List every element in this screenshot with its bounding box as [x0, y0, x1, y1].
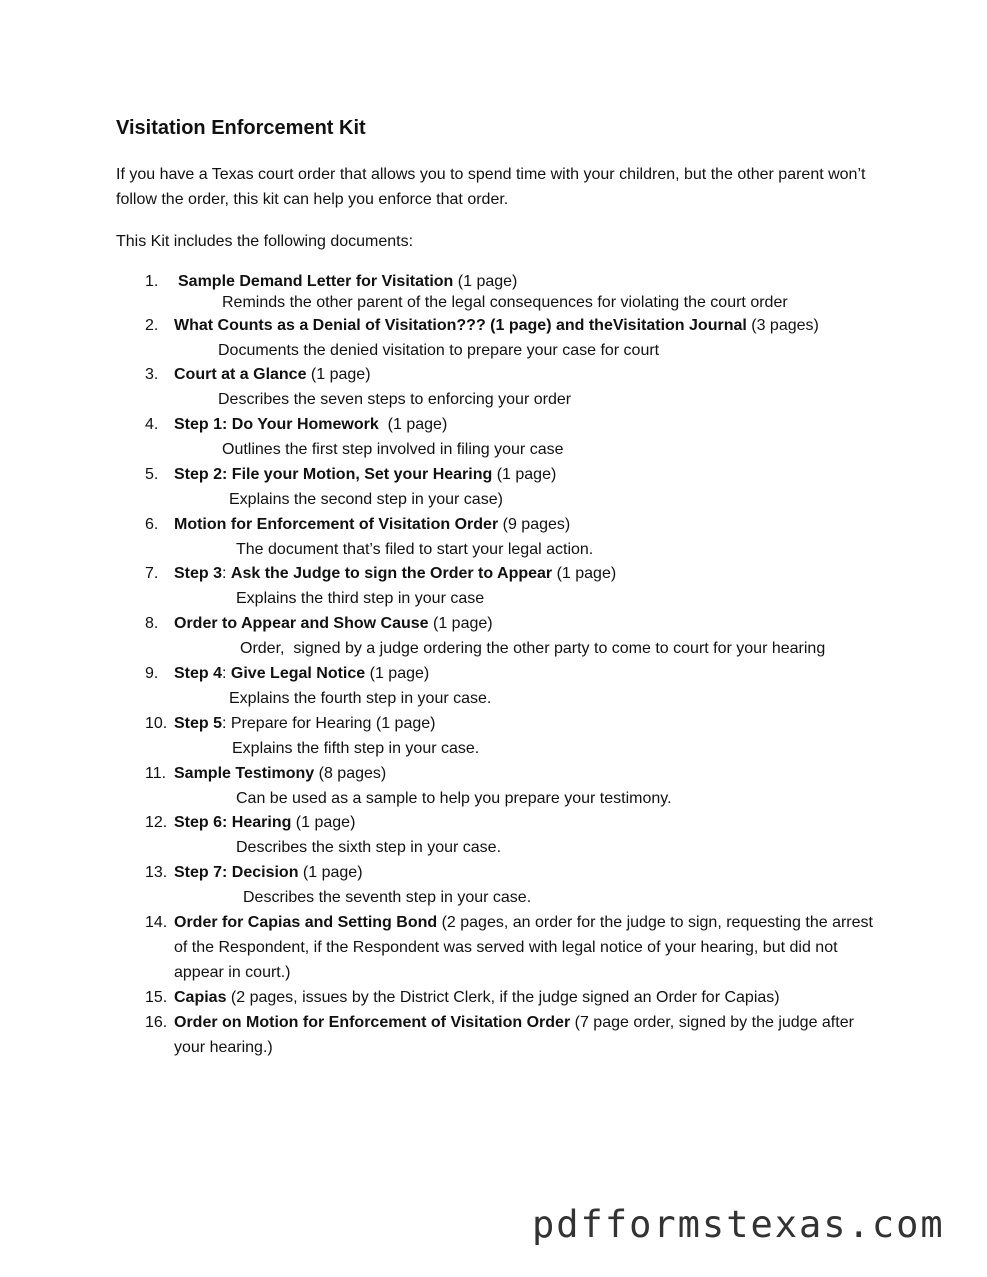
- list-item: [116, 412, 886, 462]
- item-title: Capias: [174, 989, 227, 1006]
- item-title: Ask the Judge to sign the Order to Appear: [230, 565, 553, 582]
- item-description: Order, signed by a judge ordering the other party to come to court for your hearing: [240, 640, 826, 657]
- item-number: 2.: [145, 317, 159, 334]
- item-title: Give Legal Notice: [230, 665, 366, 682]
- item-title: Step 2: File your Motion, Set your Hearing: [174, 466, 493, 483]
- item-title: Motion for Enforcement of Visitation Order: [174, 516, 499, 533]
- document-title: Visitation Enforcement Kit: [116, 117, 366, 139]
- item-pages: (9 pages): [498, 516, 571, 533]
- item-title: Order to Appear and Show Cause: [174, 615, 429, 632]
- item-number: 1.: [145, 273, 159, 290]
- item-step-label: Step 4: [174, 665, 223, 682]
- item-title: Court at a Glance: [174, 366, 307, 383]
- item-details: (2 pages, an order for the judge to sign, requesting the arrest of the Respondent, if the Respondent was served with legal notice of your hearing, but did not appear in court.): [174, 914, 873, 981]
- item-description: Documents the denied visitation to prepare your case for court: [218, 342, 660, 359]
- item-title: Step 6: Hearing: [174, 814, 292, 831]
- item-title: Sample Demand Letter for Visitation: [178, 273, 454, 290]
- list-item: [116, 1010, 886, 1060]
- item-pages: (1 page): [365, 665, 430, 682]
- item-description: Explains the second step in your case): [229, 491, 503, 508]
- list-item: 9. Step 4: Give Legal Notice (1 page) Explains the fourth step in your case.: [116, 661, 886, 711]
- list-item: [116, 362, 886, 412]
- item-details: (7 page order, signed by the judge after your hearing.): [174, 1014, 854, 1056]
- item-step-label: Step 3: [174, 565, 223, 582]
- item-pages: (3 pages): [746, 317, 819, 334]
- list-item: [116, 910, 886, 985]
- item-pages: (1 page): [306, 366, 371, 383]
- item-number: 15.: [145, 989, 168, 1006]
- intro-paragraph: If you have a Texas court order that allows you to spend time with your children, but the other parent won’t follow the order, this kit can help you enforce that order.: [116, 166, 866, 208]
- list-item: [116, 860, 886, 910]
- item-number: 16.: [145, 1014, 168, 1031]
- item-pages: (1 page): [298, 864, 363, 881]
- list-item: [116, 985, 886, 1010]
- item-number: 7.: [145, 565, 159, 582]
- item-pages: (1 page): [492, 466, 557, 483]
- item-number: 5.: [145, 466, 159, 483]
- list-item: [116, 810, 886, 860]
- item-description: Can be used as a sample to help you prepare your testimony.: [236, 790, 672, 807]
- item-pages: (1 page): [552, 565, 617, 582]
- item-number: 10.: [145, 715, 168, 732]
- item-pages: (1 page): [378, 416, 448, 433]
- item-description: Describes the seven steps to enforcing your order: [218, 391, 572, 408]
- item-description: Reminds the other parent of the legal consequences for violating the court order: [222, 294, 788, 311]
- includes-heading: This Kit includes the following documents:: [116, 233, 414, 250]
- site-watermark: pdfformstexas.com: [532, 1203, 945, 1246]
- item-number: 6.: [145, 516, 159, 533]
- item-step-label: Step 5: [174, 715, 223, 732]
- item-number: 11.: [145, 765, 167, 782]
- item-pages: (1 page): [453, 273, 518, 290]
- item-number: 3.: [145, 366, 159, 383]
- list-item: [116, 512, 886, 562]
- item-number: 14.: [145, 914, 168, 931]
- item-title: Sample Testimony: [174, 765, 315, 782]
- item-title: Order on Motion for Enforcement of Visitation Order: [174, 1014, 571, 1031]
- item-number: 12.: [145, 814, 168, 831]
- item-description: Explains the fourth step in your case.: [229, 690, 492, 707]
- list-item: 7. Step 3: Ask the Judge to sign the Order to Appear (1 page) Explains the third step in your case: [116, 561, 886, 611]
- item-number: 13.: [145, 864, 168, 881]
- list-item: [116, 611, 886, 661]
- item-pages: (1 page): [428, 615, 493, 632]
- item-description: Describes the sixth step in your case.: [236, 839, 502, 856]
- item-pages: (8 pages): [314, 765, 387, 782]
- item-title: Order for Capias and Setting Bond: [174, 914, 438, 931]
- list-item: [116, 761, 886, 811]
- item-number: 4.: [145, 416, 159, 433]
- item-title: Step 1: Do Your Homework: [174, 416, 379, 433]
- list-item: [116, 462, 886, 512]
- item-description: The document that’s filed to start your legal action.: [236, 541, 594, 558]
- list-item: [116, 711, 886, 761]
- item-description: Outlines the first step involved in filing your case: [222, 441, 564, 458]
- item-number: 8.: [145, 615, 159, 632]
- item-pages: (1 page): [291, 814, 356, 831]
- item-number: 9.: [145, 665, 159, 682]
- item-title: Step 7: Decision: [174, 864, 299, 881]
- item-details: (2 pages, issues by the District Clerk, if the judge signed an Order for Capias): [226, 989, 780, 1006]
- item-description: Explains the fifth step in your case.: [232, 740, 480, 757]
- item-description: Explains the third step in your case: [236, 590, 485, 607]
- list-item: [116, 313, 886, 363]
- list-item: [116, 269, 886, 315]
- item-title: What Counts as a Denial of Visitation??? (1 page) and theVisitation Journal: [174, 317, 747, 334]
- item-description: Describes the seventh step in your case.: [243, 889, 532, 906]
- item-title: : Prepare for Hearing (1 page): [222, 715, 436, 732]
